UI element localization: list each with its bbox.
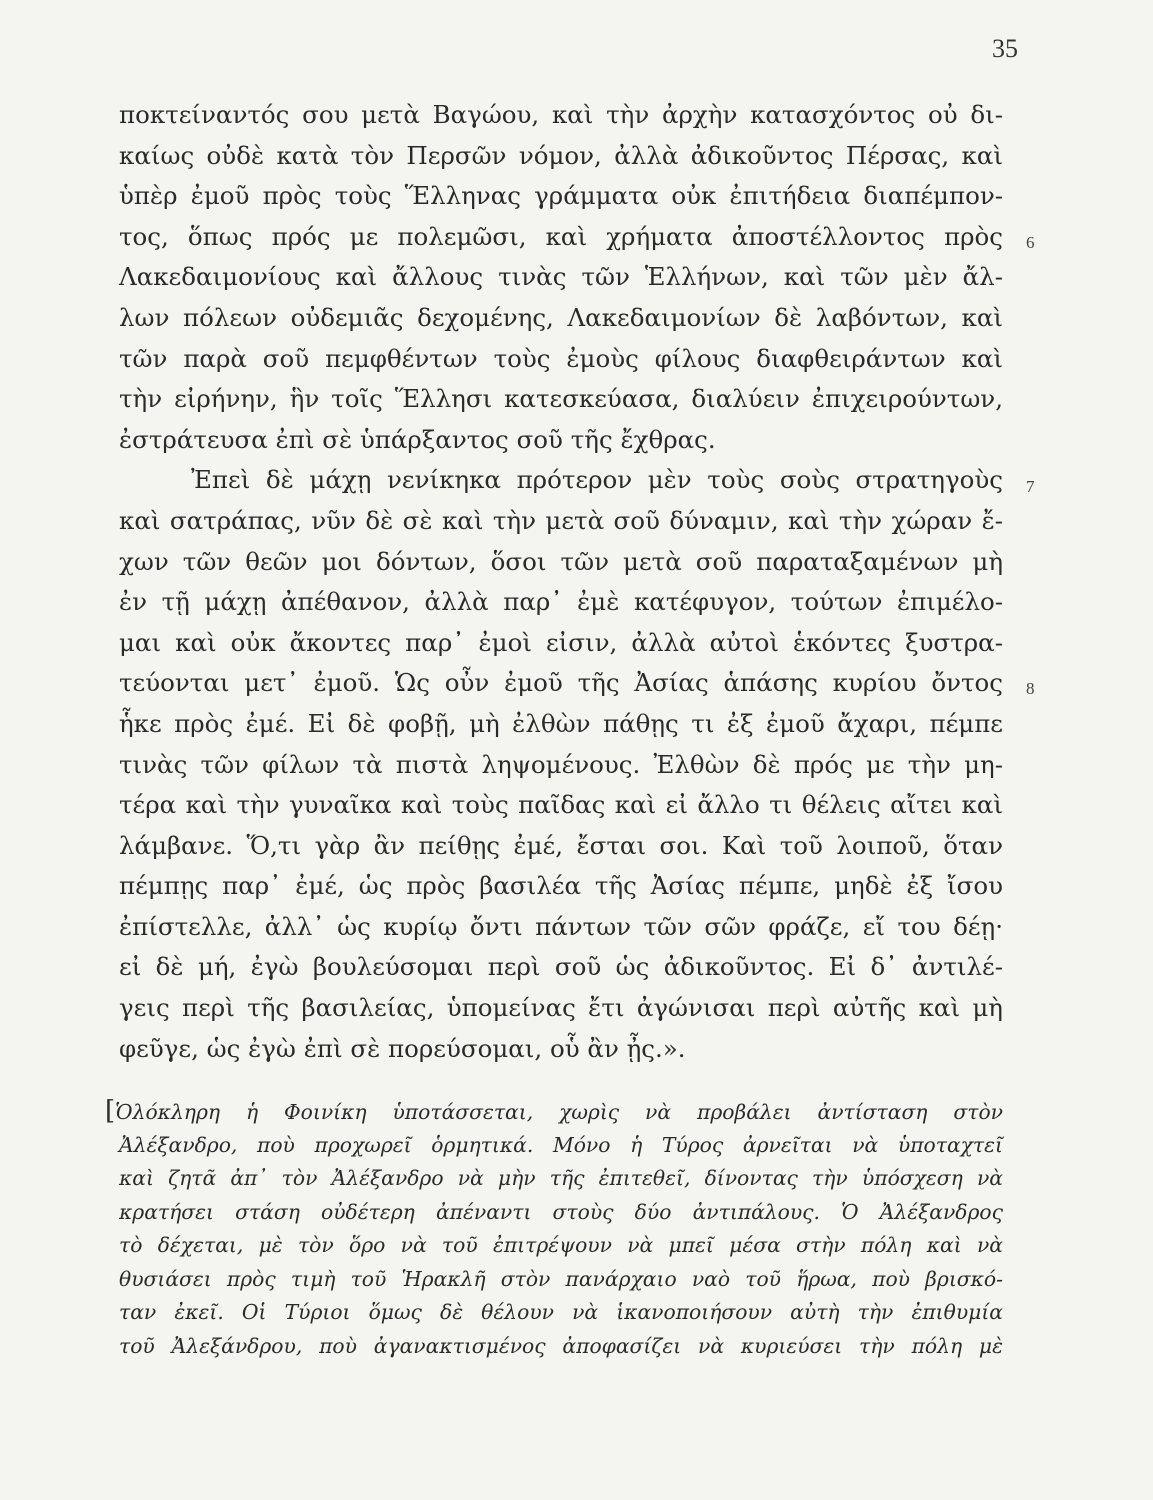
text-line: καὶ σατράπας, νῦν δὲ σὲ καὶ τὴν μετὰ σοῦ δύναμιν, καὶ τὴν χώραν ἔ- [119,505,1003,535]
main-text [119,95,1003,1069]
text-line: ἐν τῇ μάχῃ ἀπέθανον, ἀλλὰ παρ᾿ ἐμὲ κατέφυγον, τούτων ἐπιμέλο- [119,587,1003,617]
text-line: καίως οὐδὲ κατὰ τὸν Περσῶν νόμον, ἀλλὰ ἀδικοῦντος Πέρσας, καὶ [119,140,1003,170]
text-line: μαι καὶ οὐκ ἄκοντες παρ᾿ ἐμοὶ εἰσιν, ἀλλὰ αὐτοὶ ἑκόντες ξυστρα- [119,627,1003,657]
text-line: τεύονται μετ᾿ ἐμοῦ. Ὡς οὖν ἐμοῦ τῆς Ἀσίας ἁπάσης κυρίου ὄντος [119,668,1003,698]
text-line: λάμβανε. Ὅ,τι γὰρ ἂν πείθῃς ἐμέ, ἔσται σοι. Καὶ τοῦ λοιποῦ, ὅταν [119,830,1003,860]
note-line: τὸ δέχεται, μὲ τὸν ὅρο νὰ τοῦ ἐπιτρέψουν νὰ μπεῖ μέσα στὴν πόλη καὶ νὰ [119,1233,1003,1257]
note-line: ταν ἐκεῖ. Οἱ Τύριοι ὅμως δὲ θέλουν νὰ ἱκανοποιήσουν αὐτὴ τὴν ἐπιθυμία [119,1300,1003,1324]
text-line: Λακεδαιμονίους καὶ ἄλλους τινὰς τῶν Ἑλλήνων, καὶ τῶν μὲν ἄλ- [119,262,1003,292]
text-line: ποκτείναντός σου μετὰ Βαγώου, καὶ τὴν ἀρχὴν κατασχόντος οὐ δι- [119,100,1003,129]
text-line: τῶν παρὰ σοῦ πεμφθέντων τοὺς ἐμοὺς φίλους διαφθειράντων καὶ [119,343,1003,373]
note-line: θυσιάσει πρὸς τιμὴ τοῦ Ἡρακλῆ στὸν πανάρχαιο ναὸ τοῦ ἥρωα, ποὺ βρισκό- [119,1266,1003,1291]
note-line: κρατήσει στάση οὐδέτερη ἀπέναντι στοὺς δύο ἀντιπάλους. Ὁ Ἀλέξανδρος [119,1199,1003,1224]
note-line: τοῦ Ἀλεξάνδρου, ποὺ ἀγανακτισμένος ἀποφασίζει νὰ κυριεύσει τὴν πόλη μὲ [119,1333,1003,1358]
text-line: τέρα καὶ τὴν γυναῖκα καὶ τοὺς παῖδας καὶ εἰ ἄλλο τι θέλεις αἴτει καὶ [119,790,1003,820]
text-line: γεις περὶ τῆς βασιλείας, ὑπομείνας ἔτι ἀγώνισαι περὶ αὐτῆς καὶ μὴ [119,993,1003,1023]
text-line: πέμπῃς παρ᾿ ἐμέ, ὡς πρὸς βασιλέα τῆς Ἀσίας πέμπε, μηδὲ ἐξ ἴσου [119,871,1003,901]
note-line [105,1095,1003,1129]
section-number: 8 [1026,679,1035,698]
text-line: χων τῶν θεῶν μοι δόντων, ὅσοι τῶν μετὰ σοῦ παραταξαμένων μὴ [119,546,1003,576]
editorial-note [105,1095,1003,1363]
note-line: Ἀλέξανδρο, ποὺ προχωρεῖ ὁρμητικά. Μόνο ἡ Τύρος ἀρνεῖται νὰ ὑποταχτεῖ [119,1132,1003,1157]
text-line: ἐστράτευσα ἐπὶ σὲ ὑπάρξαντος σοῦ τῆς ἔχθρας. [119,424,716,454]
page-number: 35 [992,34,1018,63]
note-bracket: [ [105,1096,116,1126]
text-line: ἧκε πρὸς ἐμέ. Εἰ δὲ φοβῇ, μὴ ἐλθὼν πάθῃς τι ἐξ ἐμοῦ ἄχαρι, πέμπε [119,708,1003,738]
section-number: 7 [1026,477,1035,496]
text-line: Ἐπεὶ δὲ μάχῃ νενίκηκα πρότερον μὲν τοὺς σοὺς στρατηγοὺς [191,465,1003,495]
text-line: τὴν εἰρήνην, ἣν τοῖς Ἕλλησι κατεσκεύασα, διαλύειν ἐπιχειρούντων, [119,384,1003,414]
note-line: καὶ ζητᾶ ἀπ᾿ τὸν Ἀλέξανδρο νὰ μὴν τῆς ἐπιτεθεῖ, δίνοντας τὴν ὑπόσχεση νὰ [119,1166,1003,1190]
text-line: εἰ δὲ μή, ἐγὼ βουλεύσομαι περὶ σοῦ ὡς ἀδικοῦντος. Εἰ δ᾿ ἀντιλέ- [119,952,1003,982]
text-line: ἐπίστελλε, ἀλλ᾿ ὡς κυρίῳ ὄντι πάντων τῶν σῶν φράζε, εἴ του δέῃ· [119,911,1003,941]
text-line: ὑπὲρ ἐμοῦ πρὸς τοὺς Ἕλληνας γράμματα οὐκ ἐπιτήδεια διαπέμπον- [119,181,1003,211]
section-number: 6 [1026,233,1035,252]
text-line: φεῦγε, ὡς ἐγὼ ἐπὶ σὲ πορεύσομαι, οὗ ἂν ᾖς.». [119,1033,686,1063]
note-line-text: Ὁλόκληρη ἡ Φοινίκη ὑποτάσσεται, χωρὶς νὰ προβάλει ἀντίσταση στὸν [115,1100,1003,1124]
text-line: λων πόλεων οὐδεμιᾶς δεχομένης, Λακεδαιμονίων δὲ λαβόντων, καὶ [119,302,1003,332]
text-line: τινὰς τῶν φίλων τὰ πιστὰ ληψομένους. Ἐλθὼν δὲ πρός με τὴν μη- [119,749,1003,779]
text-line: τος, ὅπως πρός με πολεμῶσι, καὶ χρήματα ἀποστέλλοντος πρὸς [119,221,1003,251]
